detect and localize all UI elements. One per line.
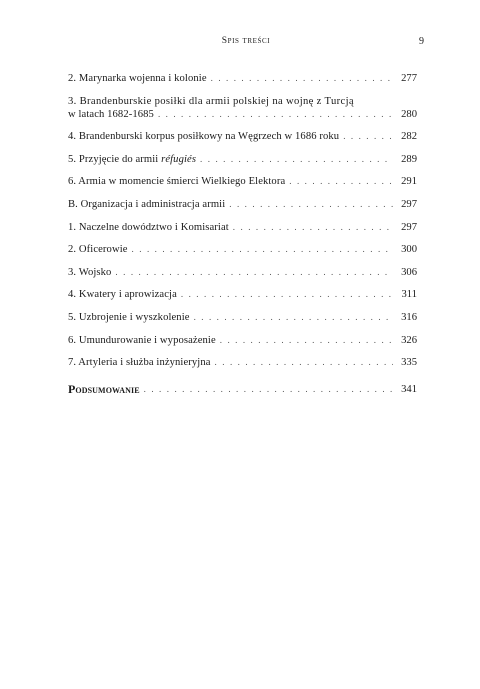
toc-entry-page: 306 bbox=[401, 266, 417, 278]
toc-entry-label: 6. Armia w momencie śmierci Wielkiego Elektora bbox=[68, 176, 286, 188]
toc-entry-label: 5. Uzbrojenie i wyszkolenie bbox=[68, 311, 190, 323]
toc-entry-hungary-corps[interactable] bbox=[68, 130, 417, 143]
toc-entry-label bbox=[68, 153, 196, 166]
toc-entry-officers[interactable] bbox=[68, 243, 417, 256]
dot-leader bbox=[343, 130, 393, 143]
dot-leader bbox=[229, 198, 393, 211]
toc-entry-uniforms-equipment[interactable] bbox=[68, 334, 417, 347]
toc-entry-page: 280 bbox=[401, 108, 417, 120]
toc-entry-label: 4. Kwatery i aprowizacja bbox=[68, 289, 177, 301]
dot-leader bbox=[220, 334, 393, 347]
dot-leader bbox=[158, 108, 393, 121]
toc-entry-label-line1: 3. Brandenburskie posiłki dla armii polskiej na wojnę z Turcją bbox=[68, 95, 354, 107]
toc-entry-label-line2: w latach 1682-1685 bbox=[68, 108, 154, 120]
toc-entry-label: 6. Umundurowanie i wyposażenie bbox=[68, 334, 216, 346]
toc-entry-label: 2. Oficerowie bbox=[68, 244, 128, 256]
running-title: Spis treści bbox=[221, 36, 271, 46]
toc-entry-page: 297 bbox=[401, 221, 417, 233]
dot-leader bbox=[215, 356, 393, 369]
toc-entry-page: 326 bbox=[401, 334, 417, 346]
dot-leader bbox=[211, 72, 393, 85]
table-of-contents bbox=[68, 72, 417, 406]
toc-entry-artillery-engineering[interactable] bbox=[68, 356, 417, 369]
toc-entry-page: 289 bbox=[401, 153, 417, 165]
toc-entry-label: 1. Naczelne dowództwo i Komisariat bbox=[68, 221, 229, 233]
dot-leader bbox=[289, 175, 393, 188]
toc-entry-page: 335 bbox=[401, 357, 417, 369]
toc-entry-label: 4. Brandenburski korpus posiłkowy na Węgrzech w 1686 roku bbox=[68, 131, 340, 143]
toc-entry-auxiliaries-poland[interactable] bbox=[68, 95, 417, 121]
toc-entry-summary[interactable] bbox=[68, 383, 417, 396]
toc-entry-label: 2. Marynarka wojenna i kolonie bbox=[68, 73, 207, 84]
toc-entry-label: 7. Artyleria i służba inżynieryjna bbox=[68, 357, 211, 369]
dot-leader bbox=[194, 311, 393, 324]
toc-entry-troops[interactable] bbox=[68, 266, 417, 279]
toc-entry-label: Podsumowanie bbox=[68, 382, 140, 397]
toc-entry-label: B. Organizacja i administracja armii bbox=[68, 198, 226, 210]
toc-entry-page: 300 bbox=[401, 244, 417, 256]
page-number: 9 bbox=[419, 36, 424, 47]
toc-entry-label: 3. Wojsko bbox=[68, 266, 112, 278]
toc-entry-page: 316 bbox=[401, 311, 417, 323]
toc-entry-organization[interactable] bbox=[68, 198, 417, 211]
toc-entry-page: 311 bbox=[401, 289, 417, 301]
dot-leader bbox=[200, 153, 393, 166]
toc-entry-armament-training[interactable] bbox=[68, 311, 417, 324]
dot-leader bbox=[233, 221, 393, 234]
toc-entry-navy-colonies[interactable] bbox=[68, 72, 417, 85]
toc-entry-refugies[interactable] bbox=[68, 153, 417, 166]
dot-leader bbox=[144, 383, 393, 396]
dot-leader bbox=[132, 243, 393, 256]
dot-leader bbox=[181, 288, 393, 301]
running-header bbox=[68, 36, 424, 50]
toc-entry-label-italic: réfugiés bbox=[161, 153, 197, 165]
toc-entry-page: 297 bbox=[401, 198, 417, 210]
toc-entry-page: 277 bbox=[401, 73, 417, 84]
toc-entry-page: 291 bbox=[401, 176, 417, 188]
toc-entry-quarters-supply[interactable] bbox=[68, 288, 417, 301]
dot-leader bbox=[115, 266, 393, 279]
toc-entry-page: 341 bbox=[401, 384, 417, 396]
toc-entry-line2 bbox=[68, 108, 417, 121]
toc-entry-label-prefix: 5. Przyjęcie do armii bbox=[68, 153, 162, 165]
toc-entry-page: 282 bbox=[401, 131, 417, 143]
toc-entry-command-commissariat[interactable] bbox=[68, 221, 417, 234]
toc-entry-great-elector-death[interactable] bbox=[68, 175, 417, 188]
